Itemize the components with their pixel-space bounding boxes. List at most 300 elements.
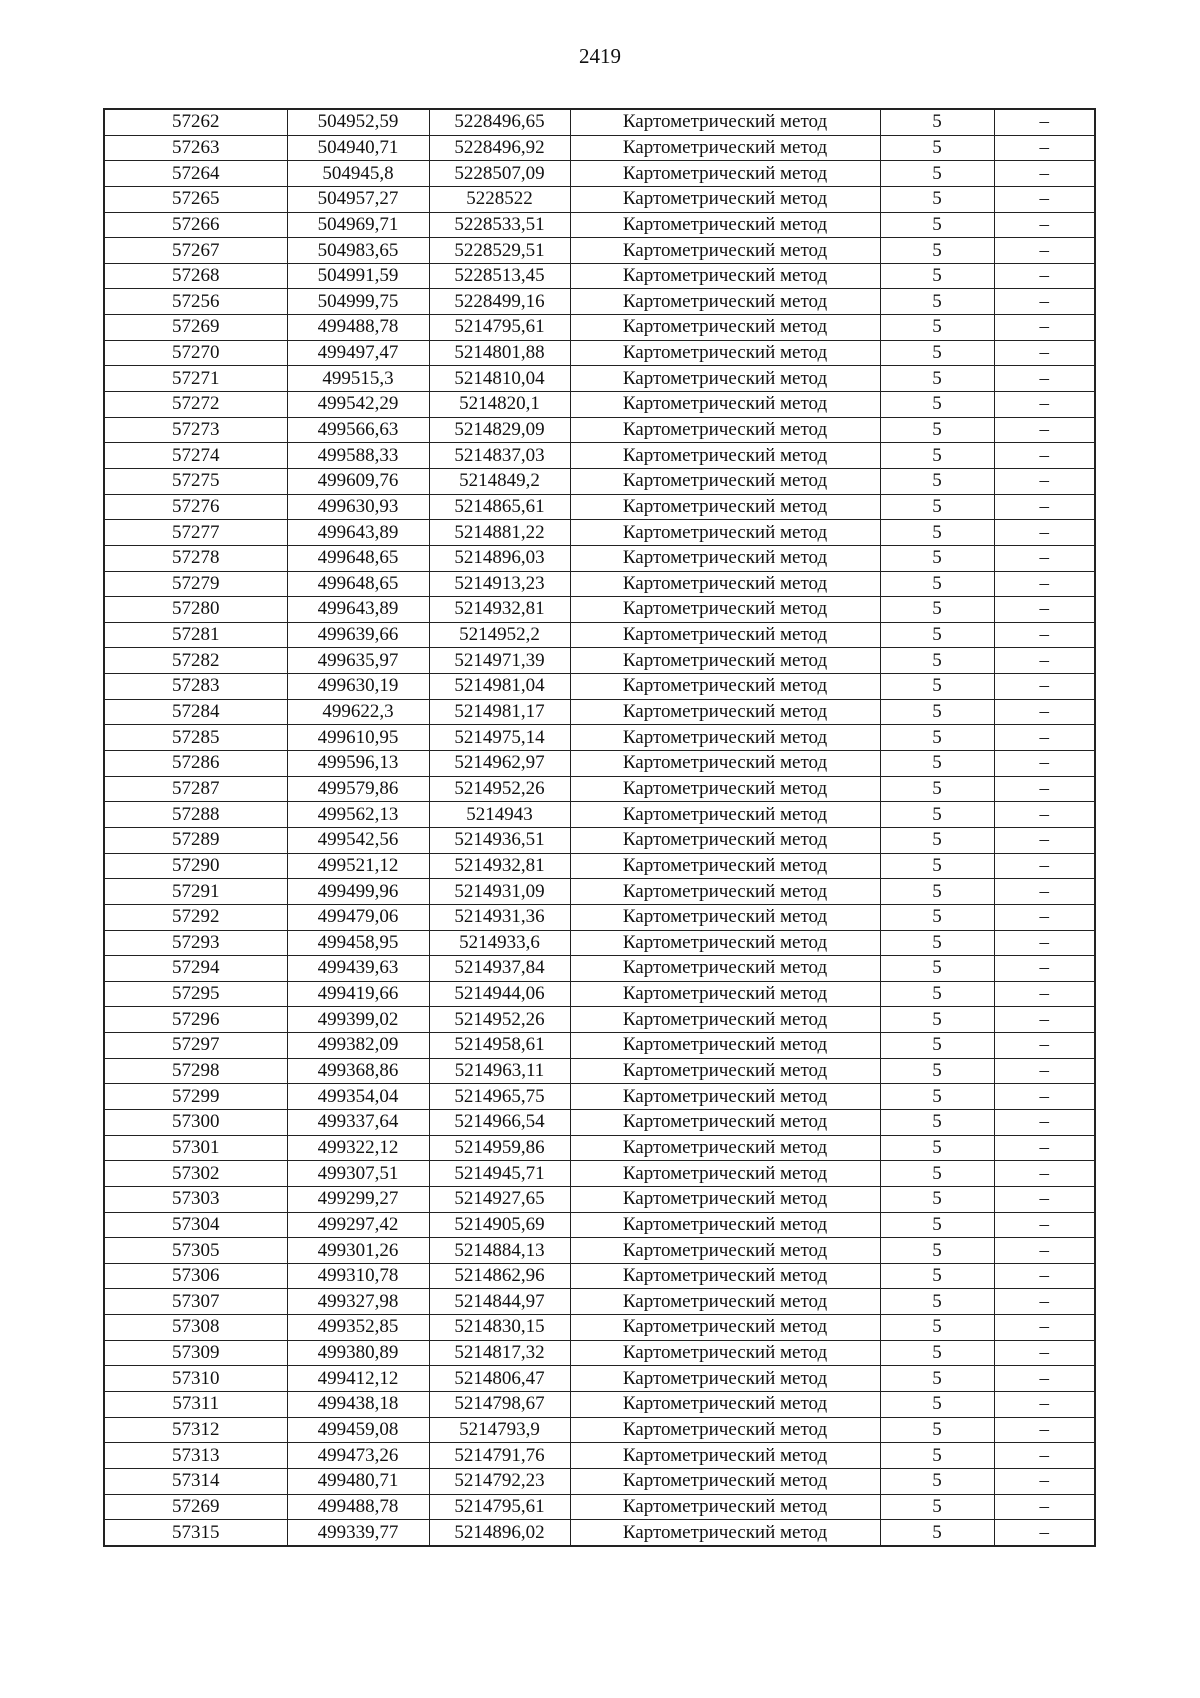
y-coordinate-cell: 5214820,1 bbox=[429, 392, 570, 418]
x-coordinate-cell: 499499,96 bbox=[287, 879, 429, 905]
description-cell: – bbox=[994, 930, 1095, 956]
description-cell: – bbox=[994, 725, 1095, 751]
y-coordinate-cell: 5228533,51 bbox=[429, 212, 570, 238]
method-cell: Картометрический метод bbox=[570, 1084, 880, 1110]
description-cell: – bbox=[994, 853, 1095, 879]
description-cell: – bbox=[994, 545, 1095, 571]
x-coordinate-cell: 499354,04 bbox=[287, 1084, 429, 1110]
accuracy-cell: 5 bbox=[880, 879, 994, 905]
y-coordinate-cell: 5214952,26 bbox=[429, 1007, 570, 1033]
table-row bbox=[104, 366, 1095, 392]
accuracy-cell: 5 bbox=[880, 366, 994, 392]
method-cell: Картометрический метод bbox=[570, 1212, 880, 1238]
accuracy-cell: 5 bbox=[880, 315, 994, 341]
description-cell: – bbox=[994, 1058, 1095, 1084]
accuracy-cell: 5 bbox=[880, 751, 994, 777]
description-cell: – bbox=[994, 1161, 1095, 1187]
x-coordinate-cell: 499648,65 bbox=[287, 571, 429, 597]
accuracy-cell: 5 bbox=[880, 725, 994, 751]
accuracy-cell: 5 bbox=[880, 1468, 994, 1494]
x-coordinate-cell: 499588,33 bbox=[287, 443, 429, 469]
x-coordinate-cell: 504983,65 bbox=[287, 238, 429, 264]
method-cell: Картометрический метод bbox=[570, 545, 880, 571]
table-row bbox=[104, 443, 1095, 469]
y-coordinate-cell: 5214932,81 bbox=[429, 597, 570, 623]
point-number-cell: 57302 bbox=[104, 1161, 287, 1187]
x-coordinate-cell: 499297,42 bbox=[287, 1212, 429, 1238]
accuracy-cell: 5 bbox=[880, 1494, 994, 1520]
point-number-cell: 57309 bbox=[104, 1340, 287, 1366]
y-coordinate-cell: 5214936,51 bbox=[429, 827, 570, 853]
accuracy-cell: 5 bbox=[880, 1135, 994, 1161]
point-number-cell: 57291 bbox=[104, 879, 287, 905]
y-coordinate-cell: 5214793,9 bbox=[429, 1417, 570, 1443]
method-cell: Картометрический метод bbox=[570, 1007, 880, 1033]
point-number-cell: 57284 bbox=[104, 699, 287, 725]
table-row bbox=[104, 674, 1095, 700]
accuracy-cell: 5 bbox=[880, 853, 994, 879]
table-row bbox=[104, 1468, 1095, 1494]
method-cell: Картометрический метод bbox=[570, 674, 880, 700]
method-cell: Картометрический метод bbox=[570, 751, 880, 777]
table-row bbox=[104, 725, 1095, 751]
y-coordinate-cell: 5214958,61 bbox=[429, 1033, 570, 1059]
point-number-cell: 57300 bbox=[104, 1109, 287, 1135]
table-row bbox=[104, 648, 1095, 674]
description-cell: – bbox=[994, 1212, 1095, 1238]
table-row bbox=[104, 1186, 1095, 1212]
y-coordinate-cell: 5214933,6 bbox=[429, 930, 570, 956]
method-cell: Картометрический метод bbox=[570, 622, 880, 648]
description-cell: – bbox=[994, 571, 1095, 597]
table-row bbox=[104, 1238, 1095, 1264]
x-coordinate-cell: 504991,59 bbox=[287, 263, 429, 289]
accuracy-cell: 5 bbox=[880, 1161, 994, 1187]
point-number-cell: 57270 bbox=[104, 340, 287, 366]
accuracy-cell: 5 bbox=[880, 1392, 994, 1418]
x-coordinate-cell: 499566,63 bbox=[287, 417, 429, 443]
method-cell: Картометрический метод bbox=[570, 571, 880, 597]
point-number-cell: 57285 bbox=[104, 725, 287, 751]
accuracy-cell: 5 bbox=[880, 571, 994, 597]
table-row bbox=[104, 263, 1095, 289]
accuracy-cell: 5 bbox=[880, 956, 994, 982]
description-cell: – bbox=[994, 263, 1095, 289]
point-number-cell: 57282 bbox=[104, 648, 287, 674]
y-coordinate-cell: 5214829,09 bbox=[429, 417, 570, 443]
method-cell: Картометрический метод bbox=[570, 468, 880, 494]
description-cell: – bbox=[994, 1340, 1095, 1366]
accuracy-cell: 5 bbox=[880, 392, 994, 418]
accuracy-cell: 5 bbox=[880, 674, 994, 700]
point-number-cell: 57290 bbox=[104, 853, 287, 879]
table-row bbox=[104, 417, 1095, 443]
table-row bbox=[104, 1058, 1095, 1084]
table-row bbox=[104, 1161, 1095, 1187]
table-row bbox=[104, 1417, 1095, 1443]
description-cell: – bbox=[994, 366, 1095, 392]
x-coordinate-cell: 499643,89 bbox=[287, 520, 429, 546]
accuracy-cell: 5 bbox=[880, 1186, 994, 1212]
point-number-cell: 57293 bbox=[104, 930, 287, 956]
method-cell: Картометрический метод bbox=[570, 443, 880, 469]
x-coordinate-cell: 499639,66 bbox=[287, 622, 429, 648]
y-coordinate-cell: 5214981,04 bbox=[429, 674, 570, 700]
x-coordinate-cell: 504969,71 bbox=[287, 212, 429, 238]
accuracy-cell: 5 bbox=[880, 238, 994, 264]
method-cell: Картометрический метод bbox=[570, 366, 880, 392]
method-cell: Картометрический метод bbox=[570, 879, 880, 905]
y-coordinate-cell: 5228499,16 bbox=[429, 289, 570, 315]
x-coordinate-cell: 499327,98 bbox=[287, 1289, 429, 1315]
method-cell: Картометрический метод bbox=[570, 135, 880, 161]
y-coordinate-cell: 5228507,09 bbox=[429, 161, 570, 187]
description-cell: – bbox=[994, 212, 1095, 238]
point-number-cell: 57307 bbox=[104, 1289, 287, 1315]
x-coordinate-cell: 499339,77 bbox=[287, 1520, 429, 1546]
accuracy-cell: 5 bbox=[880, 1417, 994, 1443]
x-coordinate-cell: 499635,97 bbox=[287, 648, 429, 674]
point-number-cell: 57275 bbox=[104, 468, 287, 494]
x-coordinate-cell: 499630,19 bbox=[287, 674, 429, 700]
method-cell: Картометрический метод bbox=[570, 340, 880, 366]
x-coordinate-cell: 499299,27 bbox=[287, 1186, 429, 1212]
table-row bbox=[104, 879, 1095, 905]
y-coordinate-cell: 5214806,47 bbox=[429, 1366, 570, 1392]
point-number-cell: 57276 bbox=[104, 494, 287, 520]
point-number-cell: 57267 bbox=[104, 238, 287, 264]
x-coordinate-cell: 499458,95 bbox=[287, 930, 429, 956]
accuracy-cell: 5 bbox=[880, 520, 994, 546]
description-cell: – bbox=[994, 161, 1095, 187]
description-cell: – bbox=[994, 340, 1095, 366]
accuracy-cell: 5 bbox=[880, 1315, 994, 1341]
description-cell: – bbox=[994, 1135, 1095, 1161]
method-cell: Картометрический метод bbox=[570, 1058, 880, 1084]
description-cell: – bbox=[994, 289, 1095, 315]
x-coordinate-cell: 499488,78 bbox=[287, 315, 429, 341]
point-number-cell: 57269 bbox=[104, 315, 287, 341]
y-coordinate-cell: 5214945,71 bbox=[429, 1161, 570, 1187]
point-number-cell: 57263 bbox=[104, 135, 287, 161]
y-coordinate-cell: 5214963,11 bbox=[429, 1058, 570, 1084]
x-coordinate-cell: 499579,86 bbox=[287, 776, 429, 802]
y-coordinate-cell: 5228522 bbox=[429, 186, 570, 212]
table-row bbox=[104, 1135, 1095, 1161]
table-row bbox=[104, 956, 1095, 982]
x-coordinate-cell: 499382,09 bbox=[287, 1033, 429, 1059]
accuracy-cell: 5 bbox=[880, 802, 994, 828]
accuracy-cell: 5 bbox=[880, 1084, 994, 1110]
table-row bbox=[104, 1520, 1095, 1546]
description-cell: – bbox=[994, 1520, 1095, 1546]
point-number-cell: 57268 bbox=[104, 263, 287, 289]
description-cell: – bbox=[994, 1417, 1095, 1443]
method-cell: Картометрический метод bbox=[570, 1315, 880, 1341]
method-cell: Картометрический метод bbox=[570, 520, 880, 546]
method-cell: Картометрический метод bbox=[570, 1468, 880, 1494]
method-cell: Картометрический метод bbox=[570, 1366, 880, 1392]
point-number-cell: 57313 bbox=[104, 1443, 287, 1469]
y-coordinate-cell: 5214927,65 bbox=[429, 1186, 570, 1212]
point-number-cell: 57294 bbox=[104, 956, 287, 982]
method-cell: Картометрический метод bbox=[570, 109, 880, 135]
description-cell: – bbox=[994, 1315, 1095, 1341]
y-coordinate-cell: 5214795,61 bbox=[429, 315, 570, 341]
x-coordinate-cell: 499515,3 bbox=[287, 366, 429, 392]
y-coordinate-cell: 5214971,39 bbox=[429, 648, 570, 674]
table-row bbox=[104, 1392, 1095, 1418]
point-number-cell: 57286 bbox=[104, 751, 287, 777]
x-coordinate-cell: 499438,18 bbox=[287, 1392, 429, 1418]
method-cell: Картометрический метод bbox=[570, 1494, 880, 1520]
coordinates-table bbox=[103, 108, 1096, 1547]
table-row bbox=[104, 109, 1095, 135]
point-number-cell: 57269 bbox=[104, 1494, 287, 1520]
description-cell: – bbox=[994, 238, 1095, 264]
accuracy-cell: 5 bbox=[880, 699, 994, 725]
table-row bbox=[104, 751, 1095, 777]
method-cell: Картометрический метод bbox=[570, 1417, 880, 1443]
y-coordinate-cell: 5214896,02 bbox=[429, 1520, 570, 1546]
x-coordinate-cell: 499521,12 bbox=[287, 853, 429, 879]
method-cell: Картометрический метод bbox=[570, 238, 880, 264]
point-number-cell: 57273 bbox=[104, 417, 287, 443]
description-cell: – bbox=[994, 135, 1095, 161]
table-row bbox=[104, 904, 1095, 930]
point-number-cell: 57296 bbox=[104, 1007, 287, 1033]
y-coordinate-cell: 5214884,13 bbox=[429, 1238, 570, 1264]
y-coordinate-cell: 5214913,23 bbox=[429, 571, 570, 597]
accuracy-cell: 5 bbox=[880, 417, 994, 443]
method-cell: Картометрический метод bbox=[570, 1238, 880, 1264]
description-cell: – bbox=[994, 417, 1095, 443]
point-number-cell: 57271 bbox=[104, 366, 287, 392]
table-row bbox=[104, 1212, 1095, 1238]
accuracy-cell: 5 bbox=[880, 109, 994, 135]
point-number-cell: 57305 bbox=[104, 1238, 287, 1264]
description-cell: – bbox=[994, 879, 1095, 905]
x-coordinate-cell: 499459,08 bbox=[287, 1417, 429, 1443]
x-coordinate-cell: 499301,26 bbox=[287, 1238, 429, 1264]
y-coordinate-cell: 5214792,23 bbox=[429, 1468, 570, 1494]
y-coordinate-cell: 5214931,09 bbox=[429, 879, 570, 905]
point-number-cell: 57288 bbox=[104, 802, 287, 828]
y-coordinate-cell: 5214931,36 bbox=[429, 904, 570, 930]
description-cell: – bbox=[994, 1238, 1095, 1264]
accuracy-cell: 5 bbox=[880, 1033, 994, 1059]
y-coordinate-cell: 5214965,75 bbox=[429, 1084, 570, 1110]
method-cell: Картометрический метод bbox=[570, 417, 880, 443]
description-cell: – bbox=[994, 468, 1095, 494]
x-coordinate-cell: 499352,85 bbox=[287, 1315, 429, 1341]
method-cell: Картометрический метод bbox=[570, 315, 880, 341]
description-cell: – bbox=[994, 1494, 1095, 1520]
y-coordinate-cell: 5214966,54 bbox=[429, 1109, 570, 1135]
accuracy-cell: 5 bbox=[880, 340, 994, 366]
description-cell: – bbox=[994, 1392, 1095, 1418]
y-coordinate-cell: 5214865,61 bbox=[429, 494, 570, 520]
method-cell: Картометрический метод bbox=[570, 981, 880, 1007]
point-number-cell: 57274 bbox=[104, 443, 287, 469]
point-number-cell: 57262 bbox=[104, 109, 287, 135]
accuracy-cell: 5 bbox=[880, 212, 994, 238]
accuracy-cell: 5 bbox=[880, 1366, 994, 1392]
x-coordinate-cell: 499322,12 bbox=[287, 1135, 429, 1161]
x-coordinate-cell: 504945,8 bbox=[287, 161, 429, 187]
y-coordinate-cell: 5228496,92 bbox=[429, 135, 570, 161]
y-coordinate-cell: 5214952,2 bbox=[429, 622, 570, 648]
method-cell: Картометрический метод bbox=[570, 1161, 880, 1187]
y-coordinate-cell: 5214801,88 bbox=[429, 340, 570, 366]
table-row bbox=[104, 1109, 1095, 1135]
y-coordinate-cell: 5228496,65 bbox=[429, 109, 570, 135]
x-coordinate-cell: 499622,3 bbox=[287, 699, 429, 725]
point-number-cell: 57265 bbox=[104, 186, 287, 212]
accuracy-cell: 5 bbox=[880, 622, 994, 648]
y-coordinate-cell: 5214837,03 bbox=[429, 443, 570, 469]
point-number-cell: 57256 bbox=[104, 289, 287, 315]
x-coordinate-cell: 499368,86 bbox=[287, 1058, 429, 1084]
y-coordinate-cell: 5214896,03 bbox=[429, 545, 570, 571]
accuracy-cell: 5 bbox=[880, 263, 994, 289]
accuracy-cell: 5 bbox=[880, 545, 994, 571]
point-number-cell: 57299 bbox=[104, 1084, 287, 1110]
accuracy-cell: 5 bbox=[880, 827, 994, 853]
description-cell: – bbox=[994, 1366, 1095, 1392]
table-row bbox=[104, 981, 1095, 1007]
method-cell: Картометрический метод bbox=[570, 699, 880, 725]
method-cell: Картометрический метод bbox=[570, 1109, 880, 1135]
table-row bbox=[104, 1443, 1095, 1469]
description-cell: – bbox=[994, 751, 1095, 777]
description-cell: – bbox=[994, 648, 1095, 674]
method-cell: Картометрический метод bbox=[570, 212, 880, 238]
x-coordinate-cell: 499630,93 bbox=[287, 494, 429, 520]
table-row bbox=[104, 135, 1095, 161]
table-row bbox=[104, 392, 1095, 418]
x-coordinate-cell: 499643,89 bbox=[287, 597, 429, 623]
method-cell: Картометрический метод bbox=[570, 494, 880, 520]
description-cell: – bbox=[994, 392, 1095, 418]
table-row bbox=[104, 930, 1095, 956]
x-coordinate-cell: 499337,64 bbox=[287, 1109, 429, 1135]
accuracy-cell: 5 bbox=[880, 1340, 994, 1366]
description-cell: – bbox=[994, 1109, 1095, 1135]
accuracy-cell: 5 bbox=[880, 494, 994, 520]
x-coordinate-cell: 499479,06 bbox=[287, 904, 429, 930]
x-coordinate-cell: 499488,78 bbox=[287, 1494, 429, 1520]
table-row bbox=[104, 1289, 1095, 1315]
point-number-cell: 57315 bbox=[104, 1520, 287, 1546]
accuracy-cell: 5 bbox=[880, 1289, 994, 1315]
table-row bbox=[104, 699, 1095, 725]
table-row bbox=[104, 545, 1095, 571]
table-row bbox=[104, 315, 1095, 341]
description-cell: – bbox=[994, 109, 1095, 135]
accuracy-cell: 5 bbox=[880, 135, 994, 161]
accuracy-cell: 5 bbox=[880, 1212, 994, 1238]
method-cell: Картометрический метод bbox=[570, 802, 880, 828]
description-cell: – bbox=[994, 186, 1095, 212]
description-cell: – bbox=[994, 674, 1095, 700]
x-coordinate-cell: 499412,12 bbox=[287, 1366, 429, 1392]
x-coordinate-cell: 499542,29 bbox=[287, 392, 429, 418]
method-cell: Картометрический метод bbox=[570, 1289, 880, 1315]
method-cell: Картометрический метод bbox=[570, 904, 880, 930]
point-number-cell: 57295 bbox=[104, 981, 287, 1007]
page-number: 2419 bbox=[579, 44, 621, 68]
x-coordinate-cell: 499480,71 bbox=[287, 1468, 429, 1494]
accuracy-cell: 5 bbox=[880, 776, 994, 802]
table-row bbox=[104, 340, 1095, 366]
x-coordinate-cell: 499473,26 bbox=[287, 1443, 429, 1469]
y-coordinate-cell: 5214905,69 bbox=[429, 1212, 570, 1238]
y-coordinate-cell: 5214798,67 bbox=[429, 1392, 570, 1418]
point-number-cell: 57292 bbox=[104, 904, 287, 930]
point-number-cell: 57311 bbox=[104, 1392, 287, 1418]
y-coordinate-cell: 5214830,15 bbox=[429, 1315, 570, 1341]
x-coordinate-cell: 499307,51 bbox=[287, 1161, 429, 1187]
accuracy-cell: 5 bbox=[880, 468, 994, 494]
point-number-cell: 57310 bbox=[104, 1366, 287, 1392]
y-coordinate-cell: 5214943 bbox=[429, 802, 570, 828]
description-cell: – bbox=[994, 315, 1095, 341]
table-row bbox=[104, 1007, 1095, 1033]
table-row bbox=[104, 1263, 1095, 1289]
method-cell: Картометрический метод bbox=[570, 776, 880, 802]
point-number-cell: 57306 bbox=[104, 1263, 287, 1289]
accuracy-cell: 5 bbox=[880, 1007, 994, 1033]
table-row bbox=[104, 238, 1095, 264]
point-number-cell: 57277 bbox=[104, 520, 287, 546]
description-cell: – bbox=[994, 981, 1095, 1007]
accuracy-cell: 5 bbox=[880, 597, 994, 623]
accuracy-cell: 5 bbox=[880, 161, 994, 187]
accuracy-cell: 5 bbox=[880, 1520, 994, 1546]
method-cell: Картометрический метод bbox=[570, 930, 880, 956]
y-coordinate-cell: 5214849,2 bbox=[429, 468, 570, 494]
y-coordinate-cell: 5214932,81 bbox=[429, 853, 570, 879]
method-cell: Картометрический метод bbox=[570, 648, 880, 674]
description-cell: – bbox=[994, 827, 1095, 853]
method-cell: Картометрический метод bbox=[570, 392, 880, 418]
x-coordinate-cell: 499596,13 bbox=[287, 751, 429, 777]
table-row bbox=[104, 1084, 1095, 1110]
accuracy-cell: 5 bbox=[880, 1109, 994, 1135]
y-coordinate-cell: 5214944,06 bbox=[429, 981, 570, 1007]
x-coordinate-cell: 499399,02 bbox=[287, 1007, 429, 1033]
point-number-cell: 57264 bbox=[104, 161, 287, 187]
method-cell: Картометрический метод bbox=[570, 1392, 880, 1418]
table-row bbox=[104, 212, 1095, 238]
description-cell: – bbox=[994, 904, 1095, 930]
point-number-cell: 57280 bbox=[104, 597, 287, 623]
description-cell: – bbox=[994, 1443, 1095, 1469]
method-cell: Картометрический метод bbox=[570, 853, 880, 879]
method-cell: Картометрический метод bbox=[570, 1186, 880, 1212]
point-number-cell: 57279 bbox=[104, 571, 287, 597]
accuracy-cell: 5 bbox=[880, 289, 994, 315]
point-number-cell: 57287 bbox=[104, 776, 287, 802]
method-cell: Картометрический метод bbox=[570, 1135, 880, 1161]
point-number-cell: 57308 bbox=[104, 1315, 287, 1341]
point-number-cell: 57289 bbox=[104, 827, 287, 853]
method-cell: Картометрический метод bbox=[570, 597, 880, 623]
description-cell: – bbox=[994, 776, 1095, 802]
y-coordinate-cell: 5214844,97 bbox=[429, 1289, 570, 1315]
x-coordinate-cell: 504957,27 bbox=[287, 186, 429, 212]
